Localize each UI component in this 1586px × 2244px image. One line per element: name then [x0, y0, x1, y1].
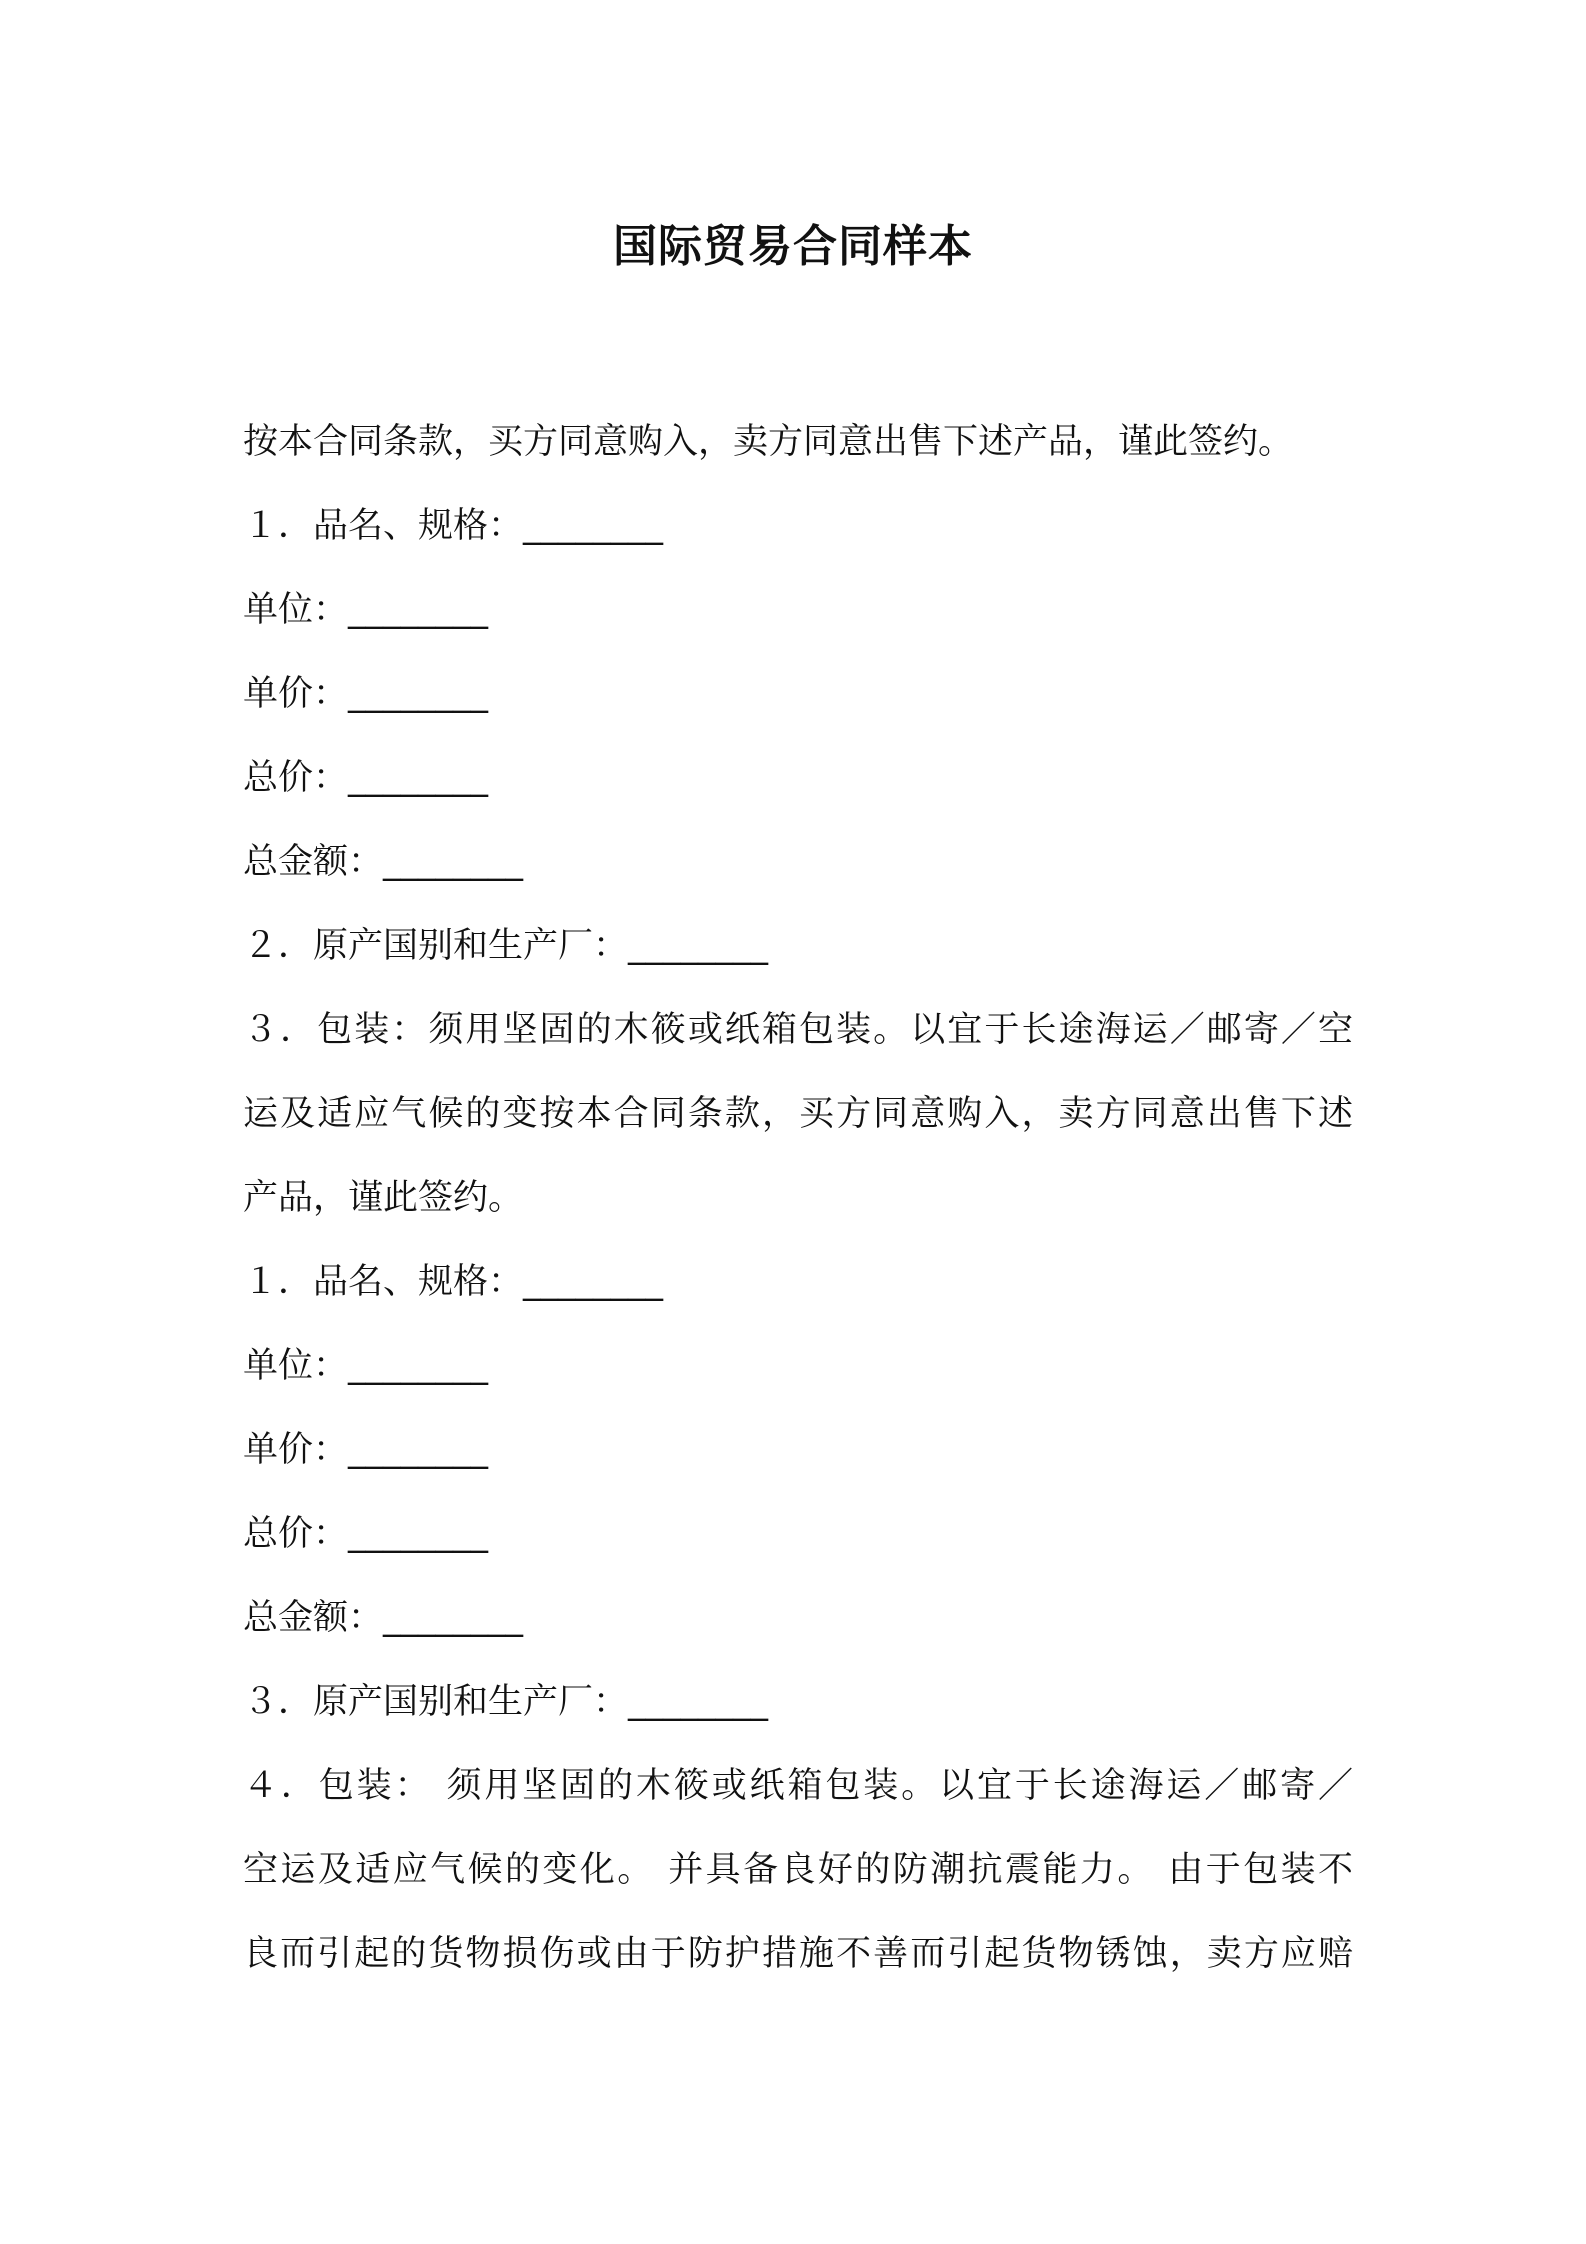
item-3-packing-line-3: 产品，谨此签约。 [243, 1178, 524, 1218]
item-total-amount-repeat: 总金额：________ [243, 1598, 524, 1638]
item-total-price-repeat: 总价：________ [243, 1514, 489, 1554]
item-3-packing-line-1: ３．包装：须用坚固的木筱或纸箱包装。以宜于长途海运／邮寄／空 [243, 1010, 1353, 1050]
document-title: 国际贸易合同样本 [613, 221, 973, 272]
item-2-origin: ２．原产国别和生产厂：________ [243, 926, 769, 966]
item-1-name-spec: １．品名、规格：________ [243, 506, 664, 546]
item-4-packing-line-2: 空运及适应气候的变化。 并具备良好的防潮抗震能力。 由于包装不 [243, 1850, 1353, 1890]
item-3-packing-line-2: 运及适应气候的变按本合同条款，买方同意购入，卖方同意出售下述 [243, 1094, 1353, 1134]
document-body [243, 400, 1353, 1996]
item-total-amount: 总金额：________ [243, 842, 524, 882]
item-unit-price-repeat: 单价：________ [243, 1430, 489, 1470]
item-3-origin: ３．原产国别和生产厂：________ [243, 1682, 769, 1722]
item-4-packing-line-1: ４．包装： 须用坚固的木筱或纸箱包装。以宜于长途海运／邮寄／ [243, 1766, 1353, 1806]
intro-line: 按本合同条款，买方同意购入，卖方同意出售下述产品，谨此签约。 [243, 422, 1294, 462]
item-unit-repeat: 单位：________ [243, 1346, 489, 1386]
item-total-price: 总价：________ [243, 758, 489, 798]
item-1-name-spec-repeat: １．品名、规格：________ [243, 1262, 664, 1302]
item-4-packing-line-3: 良而引起的货物损伤或由于防护措施不善而引起货物锈蚀，卖方应赔 [243, 1934, 1353, 1974]
item-unit: 单位：________ [243, 590, 489, 630]
item-unit-price: 单价：________ [243, 674, 489, 714]
